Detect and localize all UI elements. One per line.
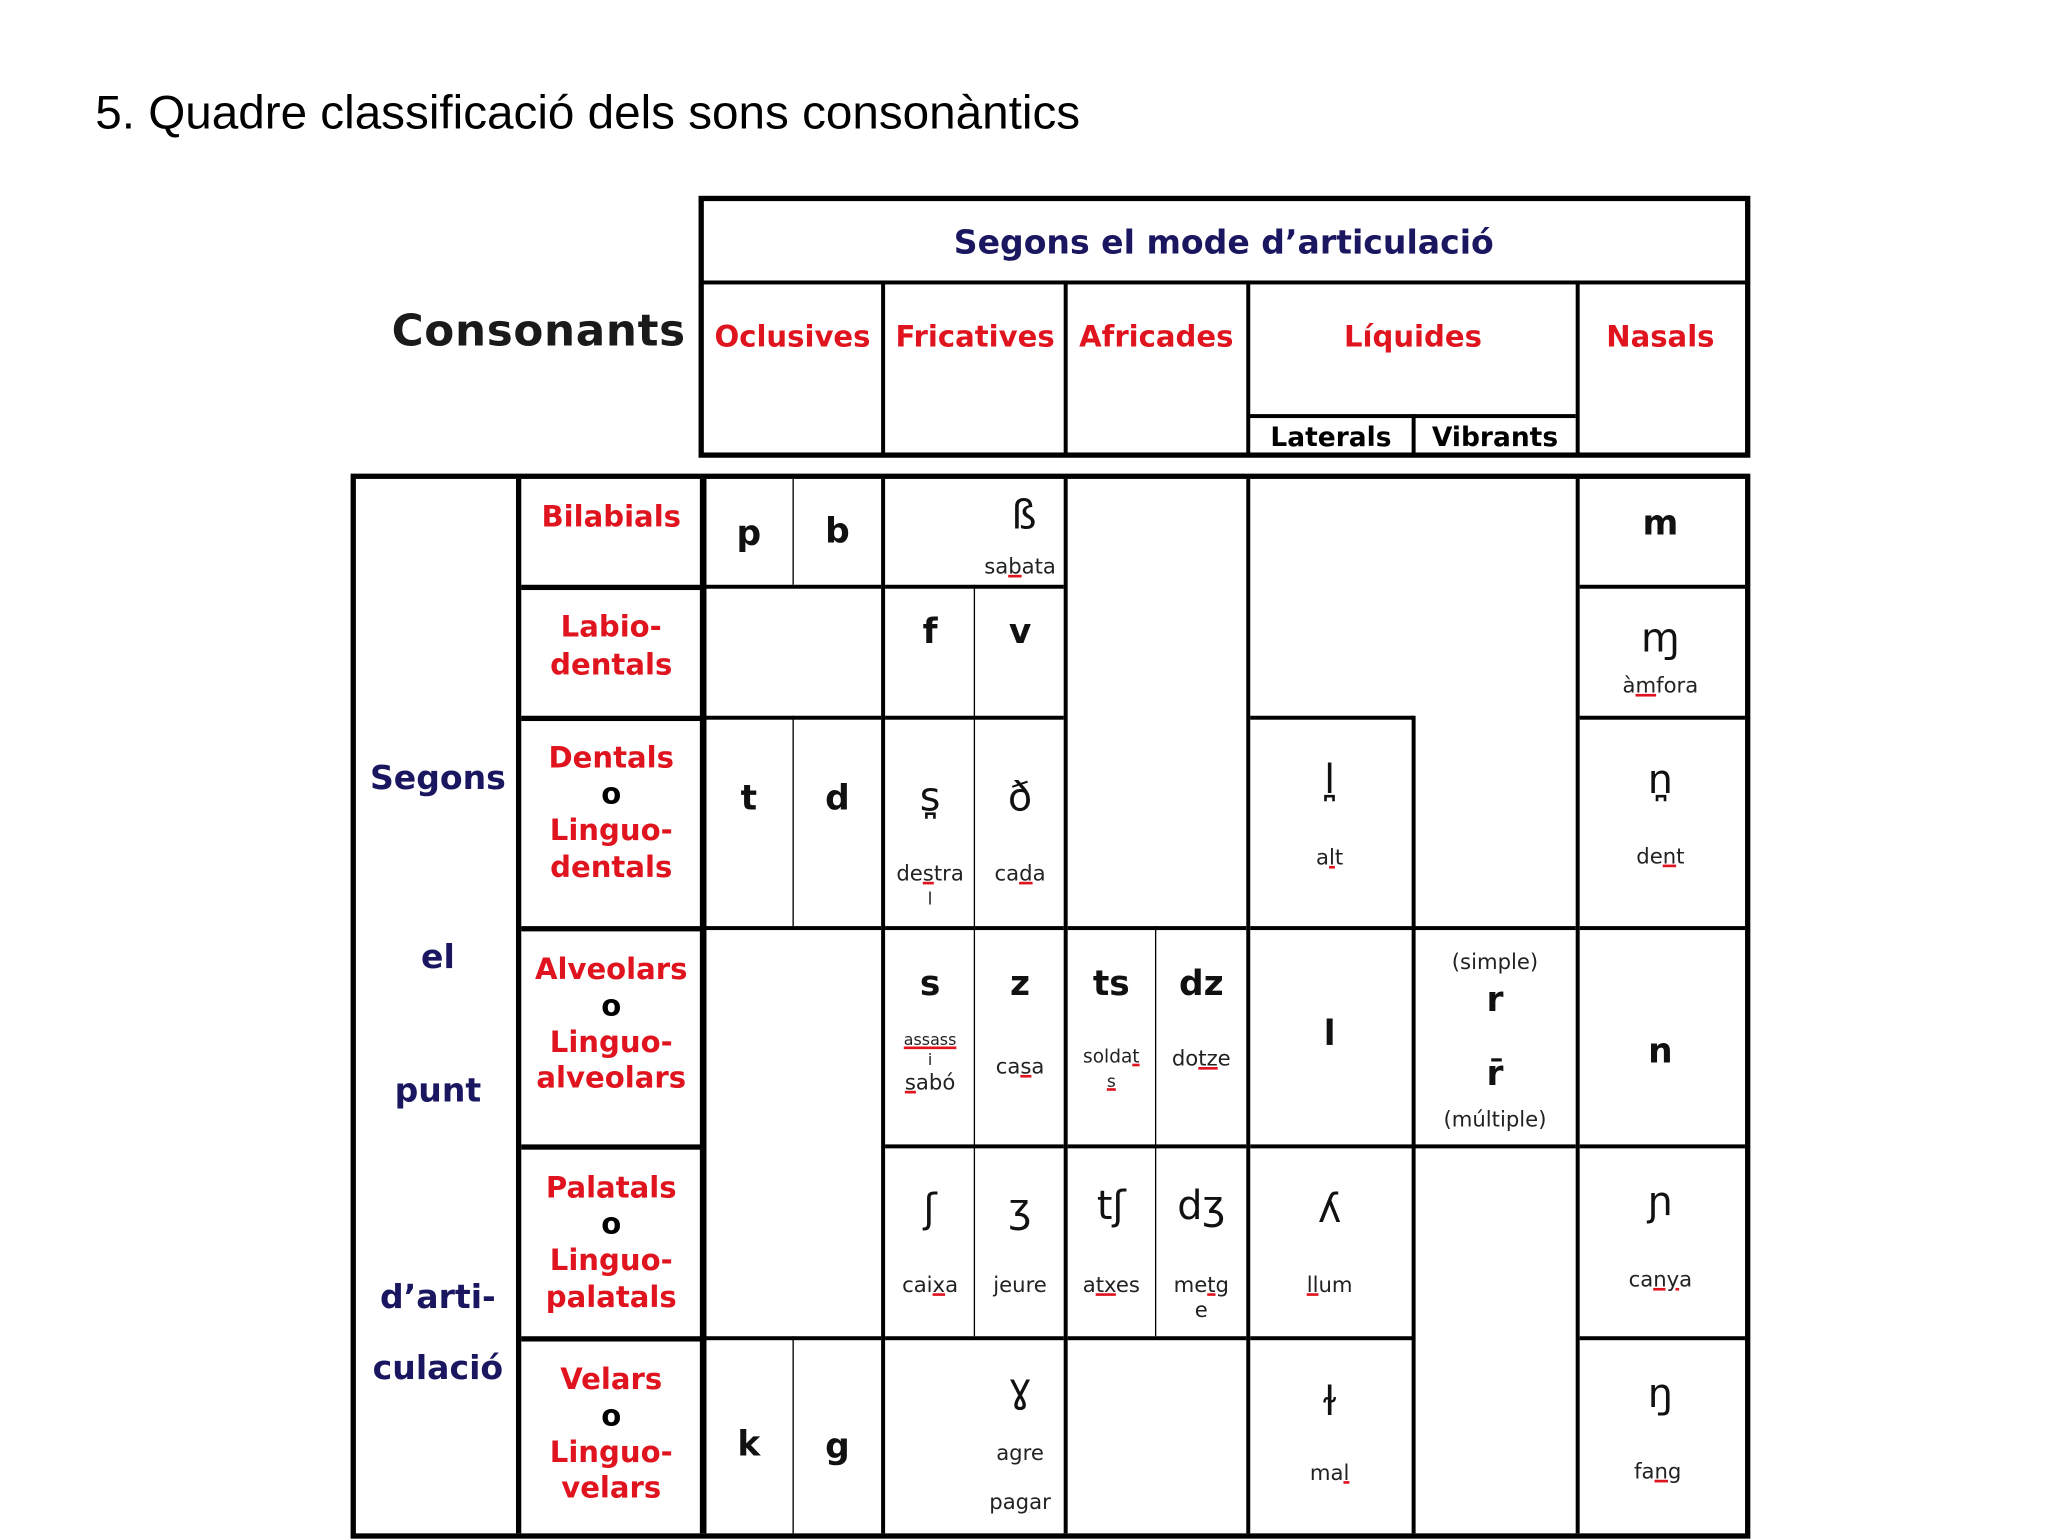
symbol-ng: ŋ [1647, 1371, 1673, 1418]
point-header-line-3: punt [394, 1070, 482, 1110]
symbol-sh: ʃ [923, 1186, 937, 1233]
place-dentals-4: dentals [550, 852, 673, 886]
symbol-m: m [1642, 504, 1679, 544]
symbol-dz: dz [1178, 964, 1224, 1005]
place-palatals-o: o [601, 1208, 622, 1242]
example-metge: metg [1173, 1272, 1229, 1298]
symbol-tsh: tʃ [1096, 1183, 1126, 1230]
symbol-v: v [1008, 612, 1032, 653]
place-alveolars-4: alveolars [536, 1062, 687, 1096]
example-alt: alt [1316, 844, 1344, 870]
symbol-lambda: ʎ [1317, 1186, 1342, 1233]
example-fang: fang [1634, 1458, 1682, 1484]
example-assassi-2: i [927, 1050, 933, 1069]
symbol-p: p [736, 514, 762, 555]
symbol-s-dental: s̪ [919, 774, 941, 821]
symbol-dzh: dʒ [1177, 1183, 1226, 1230]
mode-header: Segons el mode d’articulació [953, 222, 1494, 262]
label-simple: (simple) [1451, 949, 1539, 975]
point-header-line-5: culació [372, 1348, 504, 1388]
example-casa: casa [995, 1053, 1045, 1079]
symbol-d: d [825, 779, 850, 819]
symbol-r: r [1486, 980, 1504, 1021]
symbol-rr: r̄ [1486, 1054, 1504, 1095]
label-multiple: (múltiple) [1443, 1106, 1547, 1132]
symbol-l: l [1323, 1014, 1336, 1055]
example-jeure: jeure [993, 1272, 1047, 1298]
sub-laterals: Laterals [1270, 420, 1392, 453]
example-sabata: sabata [984, 553, 1056, 579]
place-velars-3: Linguo- [549, 1436, 673, 1470]
symbol-n: n [1648, 1031, 1673, 1072]
symbol-ts: ts [1092, 964, 1130, 1005]
symbol-zh: ʒ [1008, 1186, 1032, 1233]
example-cada: cada [994, 860, 1046, 886]
place-dentals-1: Dentals [548, 742, 674, 776]
example-assassi-1: assass [903, 1030, 957, 1050]
mode-oclusives: Oclusives [714, 321, 871, 355]
symbol-beta: ß [1011, 492, 1037, 540]
example-agre: agre [996, 1440, 1044, 1466]
example-pagar: pagar [989, 1489, 1051, 1515]
example-mal: mal [1309, 1459, 1350, 1486]
example-canya: canya [1628, 1266, 1693, 1292]
example-dent: dent [1636, 843, 1685, 869]
example-dotze: dotze [1171, 1045, 1231, 1071]
consonants-label: Consonants [391, 304, 686, 356]
symbol-s: s [919, 964, 941, 1005]
place-bilabials: Bilabials [541, 501, 681, 535]
symbol-nh: ɲ [1647, 1179, 1674, 1226]
page-title: 5. Quadre classificació dels sons consonàntics [95, 84, 1081, 139]
point-header-line-1: Segons [369, 758, 506, 798]
example-atxes: atxes [1082, 1272, 1140, 1298]
example-caixa: caixa [902, 1272, 959, 1298]
mode-nasals: Nasals [1606, 321, 1715, 355]
place-palatals-4: palatals [545, 1281, 677, 1316]
example-metge-2: e [1194, 1297, 1208, 1323]
example-soldats: soldat [1083, 1046, 1140, 1068]
sub-vibrants: Vibrants [1431, 420, 1559, 453]
example-sabo: sabó [904, 1069, 956, 1095]
mode-liquides: Líquides [1343, 321, 1482, 355]
symbol-z: z [1010, 964, 1031, 1005]
place-dentals-o: o [601, 778, 622, 812]
symbol-gamma: ɣ [1008, 1365, 1032, 1413]
symbol-k: k [737, 1424, 761, 1465]
place-labiodentals-2: dentals [550, 649, 673, 683]
place-labiodentals-1: Labio- [560, 611, 662, 645]
symbol-velar-l: ɫ [1321, 1379, 1338, 1426]
place-velars-1: Velars [560, 1364, 663, 1398]
example-llum: llum [1306, 1272, 1353, 1298]
place-palatals-3: Linguo- [549, 1244, 673, 1279]
symbol-b: b [825, 512, 850, 552]
mode-fricatives: Fricatives [895, 321, 1055, 355]
symbol-mg: ɱ [1641, 615, 1680, 663]
symbol-f: f [922, 612, 938, 653]
symbol-g: g [825, 1427, 850, 1468]
symbol-eth: ð [1007, 774, 1033, 821]
place-alveolars-3: Linguo- [549, 1026, 673, 1060]
symbol-n-dental: n̪ [1647, 757, 1673, 804]
place-velars-o: o [601, 1400, 622, 1434]
place-dentals-3: Linguo- [549, 814, 673, 849]
mode-africades: Africades [1079, 321, 1234, 355]
symbol-t: t [740, 779, 758, 819]
example-destra: destra [896, 860, 964, 886]
example-soldats-2: s [1106, 1072, 1116, 1093]
place-palatals-1: Palatals [545, 1172, 677, 1206]
place-velars-4: velars [561, 1472, 662, 1506]
symbol-l-dental: l̪ [1324, 757, 1336, 804]
example-amfora: àmfora [1622, 672, 1699, 698]
place-alveolars-1: Alveolars [534, 953, 688, 987]
example-destra-2: l [927, 889, 933, 910]
point-header-line-4: d’arti- [380, 1277, 496, 1316]
place-alveolars-o: o [601, 990, 622, 1024]
point-header-line-2: el [421, 937, 455, 976]
